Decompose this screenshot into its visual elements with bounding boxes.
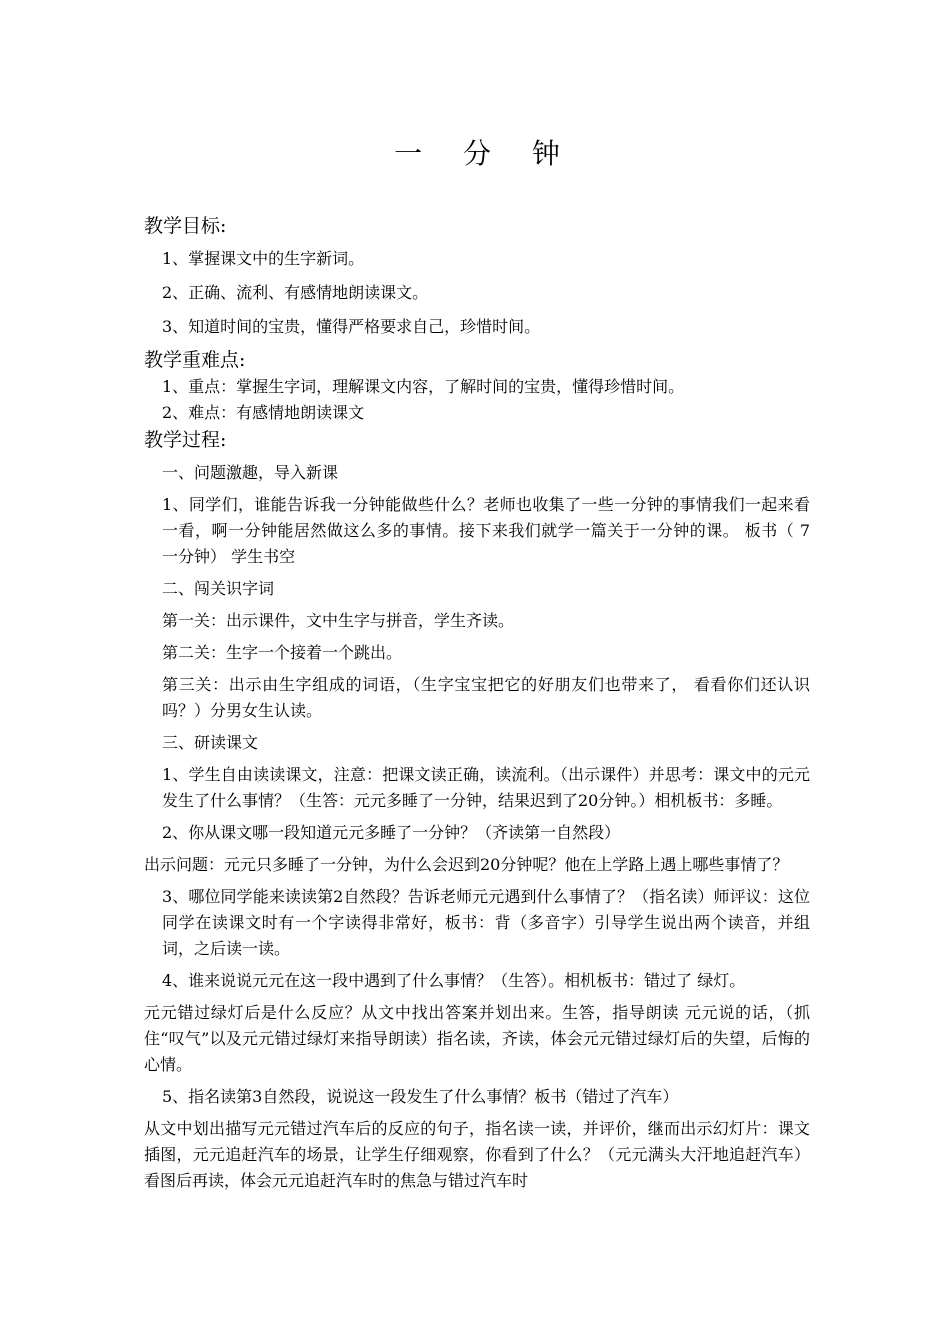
document-title: 一 分 钟 bbox=[394, 137, 576, 170]
paragraph: 元元错过绿灯后是什么反应？从文中找出答案并划出来。生答，指导朗读 元元说的话，（抓住“叹气”以及元元错过绿灯来指导朗读）指名读，齐读，体会元元错过绿灯后的失望，后悔的心情。 bbox=[144, 1003, 810, 1074]
goal-item: 2、正确、流利、有感情地朗读课文。 bbox=[162, 283, 429, 302]
goals-heading: 教学目标: bbox=[144, 215, 227, 237]
paragraph: 第三关：出示由生字组成的词语，（生字宝宝把它的好朋友们也带来了， 看看你们还认识吗？）分男女生认读。 bbox=[162, 675, 810, 720]
paragraph: 2、你从课文哪一段知道元元多睡了一分钟？（齐读第一自然段） bbox=[162, 823, 621, 842]
goal-item: 3、知道时间的宝贵，懂得严格要求自己，珍惜时间。 bbox=[162, 317, 541, 336]
section-title: 二、闯关识字词 bbox=[162, 579, 275, 598]
process-heading: 教学过程: bbox=[144, 429, 227, 451]
paragraph: 第二关：生字一个接着一个跳出。 bbox=[162, 643, 403, 662]
paragraph: 1、学生自由读读课文，注意：把课文读正确，读流利。（出示课件）并思考：课文中的元元发生了什么事情？（生答：元元多睡了一分钟，结果迟到了20分钟。）相机板书：多睡。 bbox=[162, 765, 810, 810]
paragraph: 出示问题：元元只多睡了一分钟，为什么会迟到20分钟呢？他在上学路上遇上哪些事情了？ bbox=[144, 855, 789, 874]
goal-item: 1、掌握课文中的生字新词。 bbox=[162, 249, 365, 268]
key-point-item: 2、难点：有感情地朗读课文 bbox=[162, 403, 365, 422]
paragraph: 1、同学们，谁能告诉我一分钟能做些什么？老师也收集了一些一分钟的事情我们一起来看一看，啊一分钟能居然做这么多的事情。接下来我们就学一篇关于一分钟的课。 板书（ 7 一分钟） 学生书空 bbox=[162, 495, 810, 566]
section-title: 三、研读课文 bbox=[162, 733, 259, 752]
section-title: 一、问题激趣，导入新课 bbox=[162, 463, 339, 482]
paragraph: 4、谁来说说元元在这一段中遇到了什么事情？（生答）。相机板书：错过了 绿灯。 bbox=[162, 971, 746, 990]
paragraph: 5、指名读第3自然段，说说这一段发生了什么事情？板书（错过了汽车） bbox=[162, 1087, 679, 1106]
paragraph: 3、哪位同学能来读读第2自然段？告诉老师元元遇到什么事情了？（指名读）师评议：这位同学在读课文时有一个字读得非常好，板书：背（多音字）引导学生说出两个读音，并组词，之后读一读。 bbox=[162, 887, 810, 958]
key-points-heading: 教学重难点: bbox=[144, 349, 246, 371]
paragraph: 从文中划出描写元元错过汽车后的反应的句子，指名读一读，并评价，继而出示幻灯片：课文插图，元元追赶汽车的场景，让学生仔细观察，你看到了什么？（元元满头大汗地追赶汽车）看图后再读，体会元元追赶汽车时的焦急与错过汽车时 bbox=[144, 1119, 810, 1190]
key-point-item: 1、重点：掌握生字词，理解课文内容，了解时间的宝贵，懂得珍惜时间。 bbox=[162, 377, 685, 396]
paragraph: 第一关：出示课件，文中生字与拼音，学生齐读。 bbox=[162, 611, 515, 630]
